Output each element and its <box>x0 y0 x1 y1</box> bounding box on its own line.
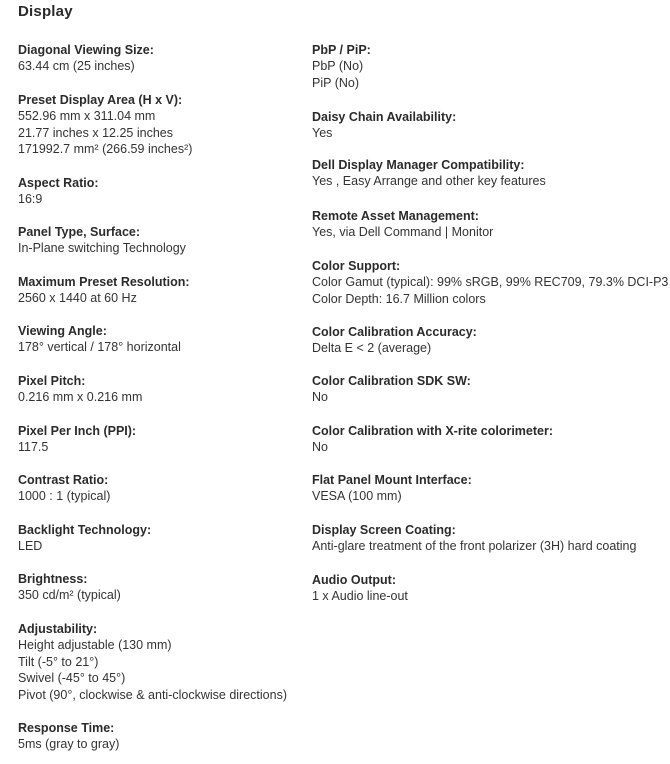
spec-label: Pixel Per Inch (PPI): <box>18 424 137 438</box>
spec-value: 117.5 <box>18 440 49 454</box>
spec-value: 350 cd/m² (typical) <box>18 588 121 602</box>
specs-column-right <box>312 42 670 762</box>
spec-value: 1000 : 1 (typical) <box>18 489 111 503</box>
spec-value: 21.77 inches x 12.25 inches <box>18 125 173 140</box>
spec-value: Anti-glare treatment of the front polarizer (3H) hard coating <box>312 539 637 553</box>
spec-value: PiP (No) <box>312 75 360 90</box>
spec-label: Display Screen Coating: <box>312 523 456 537</box>
spec-label: Aspect Ratio: <box>18 176 99 190</box>
spec-value: VESA (100 mm) <box>312 489 402 503</box>
spec-viewing-angle <box>18 323 181 356</box>
spec-label: Panel Type, Surface: <box>18 225 141 239</box>
spec-label: Maximum Preset Resolution: <box>18 275 190 289</box>
spec-audio-output <box>312 572 408 605</box>
spec-value: Yes <box>312 126 333 140</box>
spec-label: Remote Asset Management: <box>312 209 479 223</box>
spec-value: 2560 x 1440 at 60 Hz <box>18 291 137 305</box>
spec-flat-panel-mount-interface <box>312 472 472 505</box>
spec-value: Color Gamut (typical): 99% sRGB, 99% REC709, 79.3% DCI-P3 <box>312 275 669 289</box>
spec-value: PbP (No) <box>312 59 364 73</box>
spec-label: Brightness: <box>18 572 88 586</box>
spec-value: No <box>312 390 328 404</box>
spec-label: Flat Panel Mount Interface: <box>312 473 472 487</box>
spec-label: Color Calibration with X-rite colorimeter: <box>312 424 553 438</box>
spec-backlight-technology <box>18 522 151 555</box>
spec-label: Diagonal Viewing Size: <box>18 43 154 57</box>
spec-response-time <box>18 720 119 753</box>
spec-value: In-Plane switching Technology <box>18 241 186 255</box>
spec-label: Preset Display Area (H x V): <box>18 93 183 107</box>
spec-label: Viewing Angle: <box>18 324 107 338</box>
spec-pixel-per-inch-ppi <box>18 423 136 456</box>
spec-value: Swivel (-45° to 45°) <box>18 671 126 685</box>
spec-value: Tilt (-5° to 21°) <box>18 654 99 669</box>
spec-value: No <box>312 440 328 454</box>
spec-label: Dell Display Manager Compatibility: <box>312 158 525 172</box>
spec-value: 16:9 <box>18 192 43 206</box>
spec-label: PbP / PiP: <box>312 43 371 57</box>
spec-label: Color Calibration Accuracy: <box>312 325 477 339</box>
spec-adjustability <box>18 621 287 703</box>
spec-label: Backlight Technology: <box>18 523 152 537</box>
spec-color-support <box>312 258 668 307</box>
spec-value: 1 x Audio line-out <box>312 589 408 603</box>
spec-display-screen-coating <box>312 522 636 555</box>
spec-value: 63.44 cm (25 inches) <box>18 59 135 73</box>
spec-remote-asset-management <box>312 208 493 241</box>
spec-label: Color Calibration SDK SW: <box>312 374 471 388</box>
spec-label: Contrast Ratio: <box>18 473 109 487</box>
spec-color-calibration-sdk-sw <box>312 373 471 406</box>
spec-value: LED <box>18 539 43 553</box>
spec-panel-type-surface <box>18 224 186 257</box>
spec-value: 0.216 mm x 0.216 mm <box>18 390 143 404</box>
spec-value: 171992.7 mm² (266.59 inches²) <box>18 142 193 156</box>
spec-value: Pivot (90°, clockwise & anti-clockwise directions) <box>18 687 287 702</box>
spec-label: Audio Output: <box>312 573 396 587</box>
spec-label: Response Time: <box>18 721 115 735</box>
spec-brightness <box>18 571 121 604</box>
spec-pixel-pitch <box>18 373 142 406</box>
spec-value: Color Depth: 16.7 Million colors <box>312 291 486 306</box>
spec-value: 552.96 mm x 311.04 mm <box>18 109 156 123</box>
spec-value: Yes, via Dell Command | Monitor <box>312 225 494 239</box>
spec-color-calibration-accuracy <box>312 324 477 357</box>
spec-label: Daisy Chain Availability: <box>312 110 457 124</box>
spec-label: Pixel Pitch: <box>18 374 86 388</box>
spec-aspect-ratio <box>18 175 99 208</box>
spec-label: Color Support: <box>312 259 401 273</box>
spec-daisy-chain-availability <box>312 109 456 142</box>
spec-maximum-preset-resolution <box>18 274 190 307</box>
spec-dell-display-manager-compatibility <box>312 157 546 190</box>
spec-pbp-pip <box>312 42 371 91</box>
spec-value: Delta E < 2 (average) <box>312 341 432 355</box>
spec-diagonal-viewing-size <box>18 42 154 75</box>
spec-color-calibration-with-x-rite-colorimeter <box>312 423 553 456</box>
specs-column-left <box>18 42 308 762</box>
spec-value: 5ms (gray to gray) <box>18 737 120 751</box>
page-title: Display <box>18 3 73 20</box>
spec-contrast-ratio <box>18 472 110 505</box>
spec-value: Height adjustable (130 mm) <box>18 638 172 652</box>
spec-preset-display-area-h-x-v <box>18 92 192 158</box>
spec-label: Adjustability: <box>18 622 98 636</box>
spec-value: 178° vertical / 178° horizontal <box>18 340 181 354</box>
spec-value: Yes , Easy Arrange and other key features <box>312 174 546 188</box>
